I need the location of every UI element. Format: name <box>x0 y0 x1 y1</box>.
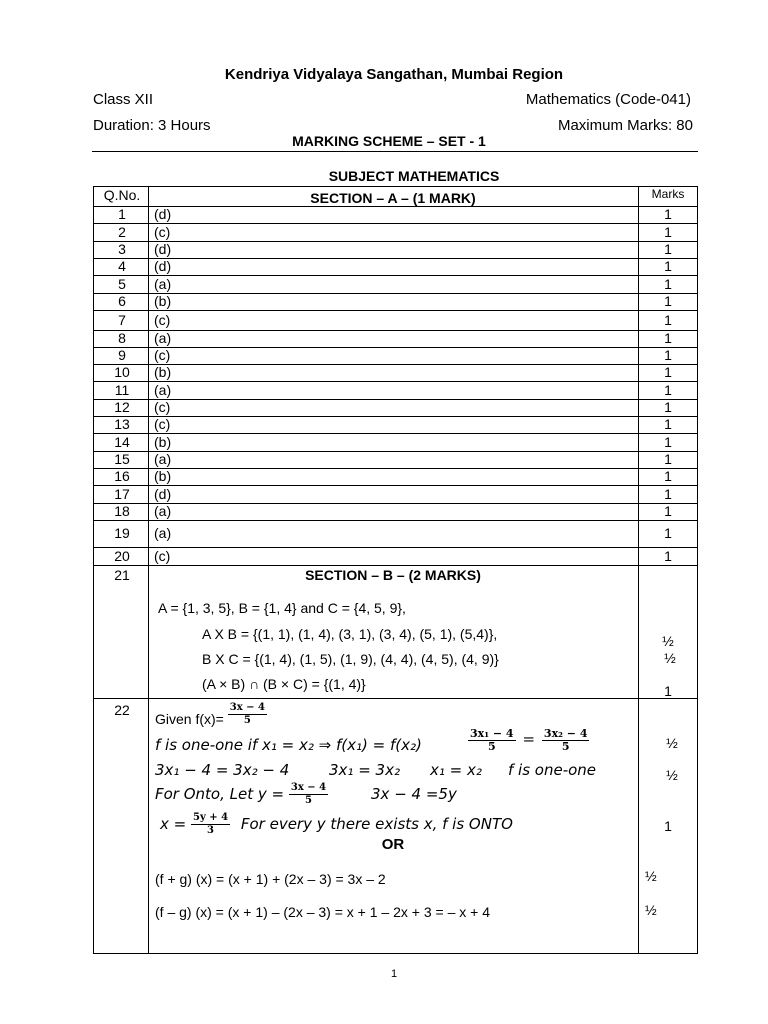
q21-line-2: A X B = {(1, 1), (1, 4), (3, 1), (3, 4), (5, 1), (5,4)}, <box>202 626 498 642</box>
marks-value: 1 <box>664 364 672 380</box>
row-divider <box>93 330 698 331</box>
marks-value: 1 <box>664 241 672 257</box>
organization-title: Kendriya Vidyalaya Sangathan, Mumbai Region <box>224 66 564 83</box>
row-divider <box>93 293 698 294</box>
q21-number: 21 <box>114 567 130 583</box>
row-divider <box>93 347 698 348</box>
question-number: 1 <box>118 206 126 222</box>
answer-option: (a) <box>154 525 172 541</box>
q22-x-solution: x = $\frac{5y + 4}{3}$ For every y there exists x, f is ONTO <box>160 812 513 836</box>
row-divider <box>93 520 698 521</box>
answer-option: (c) <box>154 399 171 415</box>
marks-value: 1 <box>664 503 672 519</box>
q21-mark-2: ½ <box>664 650 676 666</box>
answer-option: (c) <box>154 312 171 328</box>
marks-value: 1 <box>664 382 672 398</box>
marks-value: 1 <box>664 293 672 309</box>
q22-mark-5: ½ <box>645 902 657 918</box>
question-number: 4 <box>118 258 126 274</box>
row-divider <box>93 503 698 504</box>
answer-option: (a) <box>154 451 172 467</box>
answer-option: (b) <box>154 364 172 380</box>
subject-code: Mathematics (Code-041) <box>525 91 691 108</box>
class-label: Class XII <box>93 91 154 108</box>
q22-onto-equation: 3x − 4 =5y <box>371 785 457 803</box>
question-number: 19 <box>114 525 130 541</box>
column-header-marks: Marks <box>651 187 685 201</box>
answer-option: (b) <box>154 293 172 309</box>
question-number: 9 <box>118 347 126 363</box>
q22-f-fraction: $\frac{3x - 4}{5}$ <box>229 702 265 726</box>
row-divider <box>93 485 698 486</box>
question-number: 11 <box>114 382 130 398</box>
question-number: 10 <box>114 364 130 380</box>
q21-line-1: A = {1, 3, 5}, B = {1, 4} and C = {4, 5, 9}, <box>158 600 406 616</box>
marks-value: 1 <box>664 434 672 450</box>
q22-step-b: 3x₁ = 3x₂ <box>329 761 400 779</box>
row-divider <box>93 310 698 311</box>
marks-value: 1 <box>664 399 672 415</box>
question-number: 18 <box>114 503 130 519</box>
answer-option: (d) <box>154 486 172 502</box>
marks-value: 1 <box>664 548 672 564</box>
marks-value: 1 <box>664 224 672 240</box>
row-divider <box>93 364 698 365</box>
answer-option: (d) <box>154 206 172 222</box>
q21-mark-1: ½ <box>662 633 674 649</box>
subject-heading: SUBJECT MATHEMATICS <box>328 168 500 184</box>
question-number: 15 <box>114 451 130 467</box>
marks-value: 1 <box>664 486 672 502</box>
question-number: 14 <box>114 434 130 450</box>
duration: Duration: 3 Hours <box>93 117 211 134</box>
answer-option: (c) <box>154 548 171 564</box>
question-number: 2 <box>118 224 126 240</box>
row-divider <box>93 416 698 417</box>
question-number: 12 <box>114 399 130 415</box>
answer-option: (a) <box>154 382 172 398</box>
section-b-heading: SECTION – B – (2 MARKS) <box>305 567 481 583</box>
page-number: 1 <box>390 968 398 980</box>
answer-option: (a) <box>154 503 172 519</box>
marks-value: 1 <box>664 525 672 541</box>
marking-scheme-title: MARKING SCHEME – SET - 1 <box>292 133 486 149</box>
question-number: 6 <box>118 293 126 309</box>
q21-line-3: B X C = {(1, 4), (1, 5), (1, 9), (4, 4), (4, 5), (4, 9)} <box>202 651 499 667</box>
question-number: 20 <box>114 548 130 564</box>
q22-mark-3: 1 <box>664 818 672 834</box>
question-number: 8 <box>118 330 126 346</box>
answer-option: (c) <box>154 416 171 432</box>
q22-one-one-definition: f is one-one if x₁ = x₂ ⇒ f(x₁) = f(x₂) <box>155 736 422 754</box>
q22-sum: (f + g) (x) = (x + 1) + (2x – 3) = 3x – 2 <box>155 871 386 887</box>
question-number: 13 <box>114 416 130 432</box>
q21-mark-3: 1 <box>664 683 672 699</box>
row-divider <box>93 399 698 400</box>
question-number: 16 <box>114 468 130 484</box>
answer-option: (c) <box>154 224 171 240</box>
row-divider <box>93 547 698 548</box>
row-divider <box>93 241 698 242</box>
q22-step-c: x₁ = x₂ <box>430 761 482 779</box>
marks-value: 1 <box>664 312 672 328</box>
answer-option: (b) <box>154 468 172 484</box>
column-header-qno: Q.No. <box>103 187 141 203</box>
question-number: 7 <box>118 312 126 328</box>
marks-value: 1 <box>664 416 672 432</box>
section-a-heading: SECTION – A – (1 MARK) <box>310 190 476 206</box>
q22-mark-2: ½ <box>666 767 678 783</box>
answer-option: (d) <box>154 258 172 274</box>
q22-mark-1: ½ <box>666 735 678 751</box>
answer-option: (a) <box>154 330 172 346</box>
marks-value: 1 <box>664 206 672 222</box>
row-divider <box>93 258 698 259</box>
q22-step-a: 3x₁ − 4 = 3x₂ − 4 <box>155 761 290 779</box>
row-divider <box>93 698 698 699</box>
q22-mark-4: ½ <box>645 868 657 884</box>
marks-value: 1 <box>664 276 672 292</box>
marks-value: 1 <box>664 347 672 363</box>
header-rule <box>92 151 698 152</box>
marks-value: 1 <box>664 258 672 274</box>
row-divider <box>93 433 698 434</box>
answer-option: (c) <box>154 347 171 363</box>
q21-line-4: (A × B) ∩ (B × C) = {(1, 4)} <box>202 676 366 692</box>
marks-value: 1 <box>664 451 672 467</box>
question-number: 3 <box>118 241 126 257</box>
q22-given: Given f(x)= $\frac{3x - 4}{5}$ <box>155 702 265 728</box>
marks-value: 1 <box>664 330 672 346</box>
question-number: 17 <box>114 486 130 502</box>
row-divider <box>93 381 698 382</box>
answer-option: (d) <box>154 241 172 257</box>
marks-value: 1 <box>664 468 672 484</box>
row-divider <box>93 468 698 469</box>
q22-onto: For Onto, Let y = $\frac{3x - 4}{5}$ <box>155 782 327 806</box>
row-divider <box>93 223 698 224</box>
q22-step-d: f is one-one <box>508 761 597 779</box>
answer-option: (a) <box>154 276 172 292</box>
q22-or: OR <box>381 836 405 853</box>
row-divider <box>93 565 698 566</box>
maximum-marks: Maximum Marks: 80 <box>557 117 693 134</box>
q22-equality: $\frac{\text{3x₁ − 4}}{5}$ = $\frac{\text{3x₂ − 4}}{5}$ <box>470 727 588 753</box>
question-number: 5 <box>118 276 126 292</box>
row-divider <box>93 275 698 276</box>
answer-option: (b) <box>154 434 172 450</box>
q22-number: 22 <box>114 702 130 718</box>
row-divider <box>93 451 698 452</box>
q22-difference: (f – g) (x) = (x + 1) – (2x – 3) = x + 1 – 2x + 3 = – x + 4 <box>155 904 490 920</box>
